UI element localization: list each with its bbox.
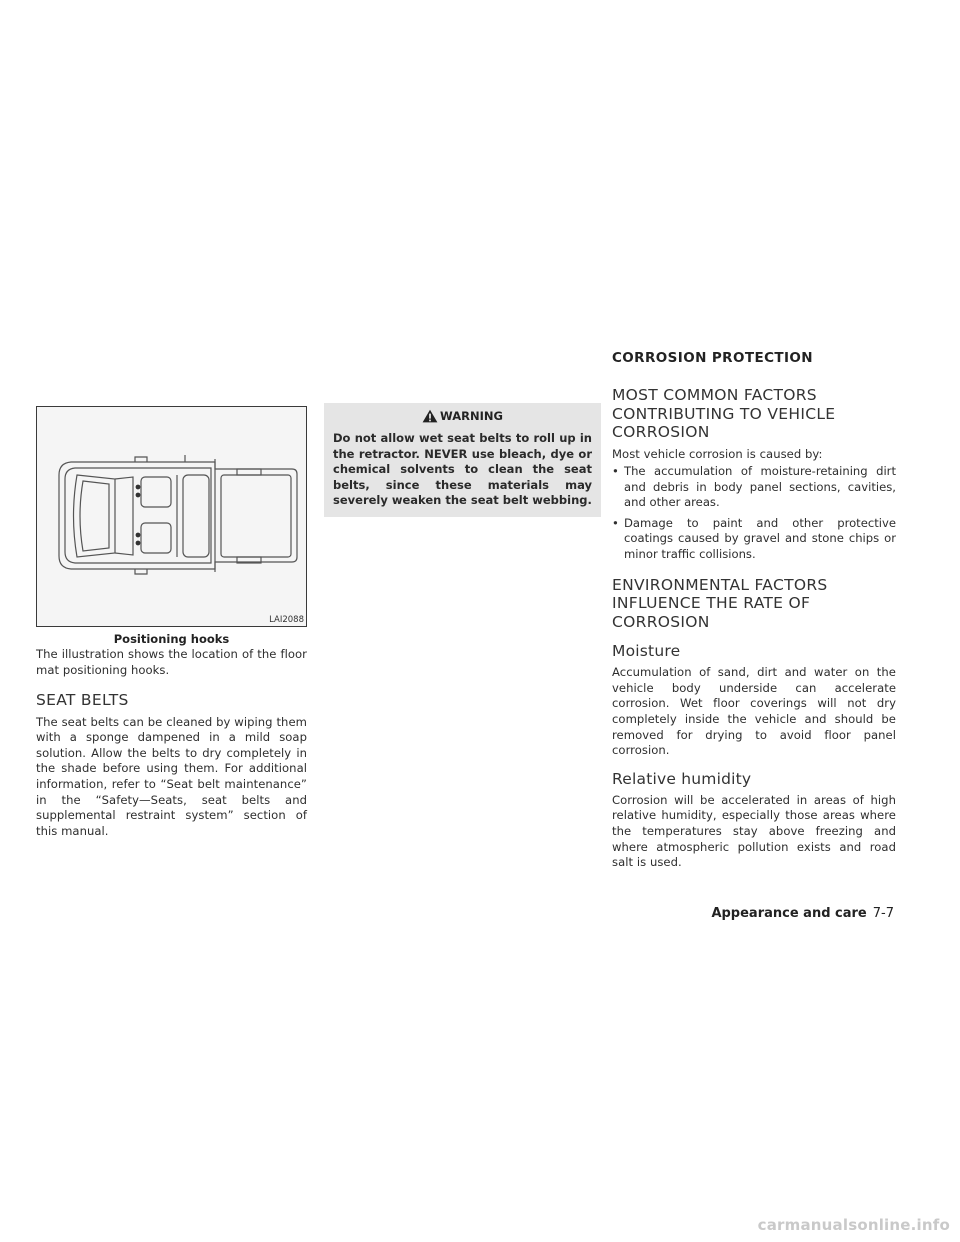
factors-intro: Most vehicle corrosion is caused by:: [612, 446, 823, 461]
watermark-text: carmanualsonline.info: [757, 1216, 950, 1234]
corrosion-protection-heading: CORROSION PROTECTION: [612, 350, 813, 366]
relative-humidity-heading: Relative humidity: [612, 769, 752, 788]
page-footer: [711, 906, 894, 921]
seat-belts-paragraph: The seat belts can be cleaned by wiping them with a sponge dampened in a mild soap solution. Allow the belts to dry completely in the shade before using them. For additional information, refer to “Seat belt maintenance” in the “Safety—Seats, seat belts and supplemental restraint system” section of this manual.: [36, 714, 307, 838]
page-number: 7-7: [872, 906, 894, 921]
seat-belts-heading: SEAT BELTS: [36, 691, 129, 710]
footer-section-title: Appearance and care: [711, 906, 867, 921]
left-column: [36, 406, 307, 839]
warning-box: [324, 403, 601, 517]
warning-label: WARNING: [440, 409, 503, 423]
environmental-factors-heading: ENVIRONMENTAL FACTORS INFLUENCE THE RATE OF CORROSION: [612, 575, 828, 631]
warning-header: [333, 409, 592, 423]
vehicle-top-view-drawing: [37, 407, 306, 626]
floor-mat-hooks-illustration: [36, 406, 307, 627]
right-column: [612, 350, 896, 871]
factors-list: [612, 464, 896, 563]
list-item: • The accumulation of moisture-retaining dirt and debris in body panel sections, cavities, and other areas.: [612, 464, 896, 511]
intro-paragraph: The illustration shows the location of the floor mat positioning hooks.: [36, 647, 307, 677]
common-factors-heading: MOST COMMON FACTORS CONTRIBUTING TO VEHICLE CORROSION: [612, 386, 836, 441]
list-item: • Damage to paint and other protective coatings caused by gravel and stone chips or minor traffic collisions.: [612, 516, 896, 563]
middle-column: [324, 403, 601, 517]
moisture-heading: Moisture: [612, 642, 681, 661]
figure-code: LAI2088: [269, 615, 304, 625]
moisture-paragraph: Accumulation of sand, dirt and water on the vehicle body underside can accelerate corrosion. Wet floor coverings will not dry completely inside the vehicle and should be removed for drying to avoid floor panel corrosion.: [612, 665, 896, 758]
warning-text: Do not allow wet seat belts to roll up in the retractor. NEVER use bleach, dye or chemical solvents to clean the seat belts, since these materials may severely weaken the seat belt webbing.: [333, 431, 592, 508]
figure-caption: Positioning hooks: [113, 632, 230, 646]
humidity-paragraph: Corrosion will be accelerated in areas of high relative humidity, especially those areas where the temperatures stay above freezing and where atmospheric pollution exists and road salt is used.: [612, 792, 896, 870]
warning-triangle-icon: [422, 409, 438, 423]
